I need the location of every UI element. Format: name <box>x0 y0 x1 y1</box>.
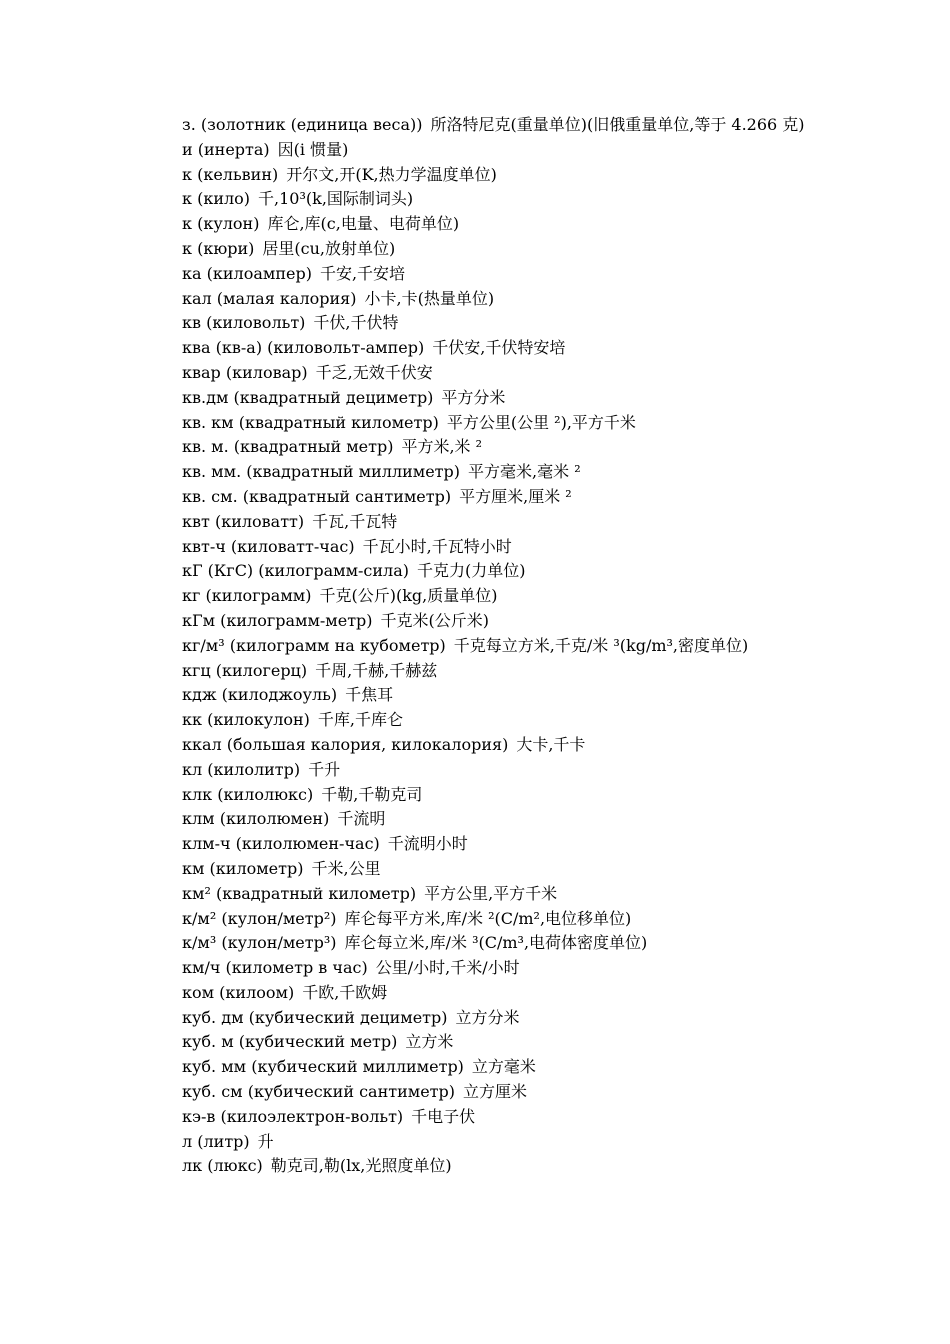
entry-definition: 千流明 <box>337 809 386 829</box>
entry-term: к (кюри) <box>182 238 255 258</box>
entry-definition: 所洛特尼克(重量单位)(旧俄重量单位,等于 4.266 克) <box>430 115 805 134</box>
entry-definition: 千欧,千欧姆 <box>302 982 388 1002</box>
entry-term: к/м³ (кулон/метр³) <box>182 933 337 953</box>
list-item <box>145 1055 805 1080</box>
list-item <box>145 783 805 808</box>
list-item <box>145 163 805 188</box>
entry-term: кв. км (квадратный километр) <box>182 412 439 432</box>
list-item <box>145 435 805 460</box>
entry-definition: 库仑,库(c,电量、电荷单位) <box>267 214 460 234</box>
list-item <box>145 634 805 659</box>
list-item <box>145 485 805 510</box>
entry-term: к (кило) <box>182 189 251 209</box>
entry-term: ка (килоампер) <box>182 263 312 283</box>
list-item <box>145 807 805 832</box>
entry-definition: 平方毫米,毫米 ² <box>468 462 581 482</box>
list-item <box>145 336 805 361</box>
entry-definition: 千库,千库仑 <box>317 710 403 730</box>
entry-term: и (инерта) <box>182 139 270 159</box>
entry-term: лк (люкс) <box>182 1156 263 1176</box>
entry-definition: 千克(公斤)(kg,质量单位) <box>319 586 498 606</box>
entry-definition: 平方公里,平方千米 <box>424 883 558 903</box>
entry-definition: 千安,千安培 <box>319 263 406 283</box>
entry-term: кэ-в (килоэлектрон-вольт) <box>182 1106 404 1126</box>
entry-definition: 立方分米 <box>455 1007 520 1027</box>
list-item <box>145 212 805 237</box>
entry-definition: 库仑每平方米,库/米 ²(C/m²,电位移单位) <box>344 908 632 928</box>
entry-term: кк (килокулон) <box>182 710 310 730</box>
entry-definition: 立方厘米 <box>463 1082 528 1102</box>
list-item <box>145 981 805 1006</box>
entry-term: куб. м (кубический метр) <box>182 1032 398 1052</box>
list-item <box>145 609 805 634</box>
entry-term: км/ч (километр в час) <box>182 958 368 978</box>
entry-term: кГ (КгС) (килограмм-сила) <box>182 561 409 581</box>
entry-term: кв. м. (квадратный метр) <box>182 437 394 457</box>
list-item <box>145 262 805 287</box>
list-item <box>145 510 805 535</box>
list-item <box>145 559 805 584</box>
entry-definition: 开尔文,开(K,热力学温度单位) <box>286 164 497 184</box>
entry-term: кв. мм. (квадратный миллиметр) <box>182 462 461 482</box>
list-item <box>145 931 805 956</box>
list-item <box>145 708 805 733</box>
list-item <box>145 1006 805 1031</box>
entry-definition: 千流明小时 <box>387 834 468 854</box>
list-item <box>145 659 805 684</box>
entry-term: кал (малая калория) <box>182 288 357 308</box>
entry-definition: 千伏安,千伏特安培 <box>432 338 566 358</box>
entry-term: кв. см. (квадратный сантиметр) <box>182 486 452 506</box>
entry-definition: 立方米 <box>405 1032 454 1052</box>
entry-term: л (литр) <box>182 1131 250 1151</box>
entry-definition: 勒克司,勒(lx,光照度单位) <box>270 1156 452 1176</box>
entry-term: ком (килоом) <box>182 982 295 1002</box>
entry-definition: 千升 <box>308 759 341 779</box>
entry-definition: 千瓦,千瓦特 <box>312 511 398 531</box>
entry-definition: 千焦耳 <box>345 685 394 705</box>
entry-definition: 千克力(力单位) <box>417 561 526 581</box>
list-item <box>145 882 805 907</box>
entry-definition: 千乏,无效千伏安 <box>315 362 433 382</box>
entry-definition: 千米,公里 <box>311 858 381 878</box>
entry-definition: 立方毫米 <box>471 1057 536 1077</box>
list-item <box>145 733 805 758</box>
list-item <box>145 138 805 163</box>
entry-term: куб. см (кубический сантиметр) <box>182 1082 456 1102</box>
entry-definition: 居里(cu,放射单位) <box>262 238 396 258</box>
entry-term: к (кулон) <box>182 214 260 234</box>
entry-definition: 平方分米 <box>441 387 506 407</box>
entry-definition: 千伏,千伏特 <box>313 313 399 333</box>
list-item <box>145 758 805 783</box>
entry-definition: 平方米,米 ² <box>401 437 483 457</box>
list-item <box>145 907 805 932</box>
list-item <box>145 584 805 609</box>
entry-term: квар (киловар) <box>182 362 308 382</box>
list-item <box>145 1030 805 1055</box>
entry-definition: 升 <box>257 1131 274 1151</box>
entry-definition: 千瓦小时,千瓦特小时 <box>362 536 512 556</box>
entry-term: кг/м³ (килограмм на кубометр) <box>182 635 446 655</box>
entry-term: кг (килограмм) <box>182 586 312 606</box>
entry-term: к (кельвин) <box>182 164 279 184</box>
list-item <box>145 832 805 857</box>
entry-definition: 平方厘米,厘米 ² <box>459 486 572 506</box>
entry-definition: 千,10³(k,国际制词头) <box>258 189 414 209</box>
entry-definition: 千周,千赫,千赫兹 <box>315 660 438 680</box>
list-item <box>145 1080 805 1105</box>
list-item <box>145 956 805 981</box>
entry-term: к/м² (кулон/метр²) <box>182 908 337 928</box>
list-item <box>145 535 805 560</box>
entry-definition: 小卡,卡(热量单位) <box>364 288 495 308</box>
entry-term: кдж (килоджоуль) <box>182 685 338 705</box>
entry-definition: 千勒,千勒克司 <box>321 784 423 804</box>
entry-term: км (километр) <box>182 858 304 878</box>
entry-definition: 平方公里(公里 ²),平方千米 <box>446 412 636 432</box>
list-item <box>145 857 805 882</box>
list-item <box>145 386 805 411</box>
list-item <box>145 460 805 485</box>
entry-term: ква (кв-а) (киловольт-ампер) <box>182 338 425 358</box>
entry-term: ккал (большая калория, килокалория) <box>182 734 509 754</box>
list-item <box>145 311 805 336</box>
entry-definition: 库仑每立米,库/米 ³(C/m³,电荷体密度单位) <box>344 933 648 953</box>
list-item <box>145 113 805 138</box>
entry-term: кГм (килограмм-метр) <box>182 610 373 630</box>
entry-definition: 大卡,千卡 <box>516 734 586 754</box>
entry-term: клм-ч (килолюмен-час) <box>182 834 380 854</box>
list-item <box>145 411 805 436</box>
entry-term: з. (золотник (единица веса)) <box>182 115 423 134</box>
entry-term: км² (квадратный километр) <box>182 883 417 903</box>
entry-definition: 千克米(公斤米) <box>380 610 490 630</box>
entry-definition: 公里/小时,千米/小时 <box>375 958 520 978</box>
entry-term: клм (килолюмен) <box>182 809 330 829</box>
entry-term: кгц (килогерц) <box>182 660 308 680</box>
entry-term: кл (килолитр) <box>182 759 301 779</box>
entry-definition: 因(i 惯量) <box>277 139 349 159</box>
list-item <box>145 1154 805 1179</box>
entry-definition: 千克每立方米,千克/米 ³(kg/m³,密度单位) <box>453 635 749 655</box>
list-item <box>145 287 805 312</box>
list-item <box>145 187 805 212</box>
entry-term: куб. мм (кубический миллиметр) <box>182 1057 464 1077</box>
abbreviation-list <box>145 113 805 1179</box>
entry-definition: 千电子伏 <box>411 1106 476 1126</box>
entry-term: кв (киловольт) <box>182 313 306 333</box>
entry-term: клк (килолюкс) <box>182 784 314 804</box>
entry-term: квт-ч (киловатт-час) <box>182 536 355 556</box>
list-item <box>145 1105 805 1130</box>
entry-term: кв.дм (квадратный дециметр) <box>182 387 434 407</box>
list-item <box>145 237 805 262</box>
list-item <box>145 1130 805 1155</box>
list-item <box>145 361 805 386</box>
list-item <box>145 683 805 708</box>
entry-term: квт (киловатт) <box>182 511 305 531</box>
entry-term: куб. дм (кубический дециметр) <box>182 1007 448 1027</box>
